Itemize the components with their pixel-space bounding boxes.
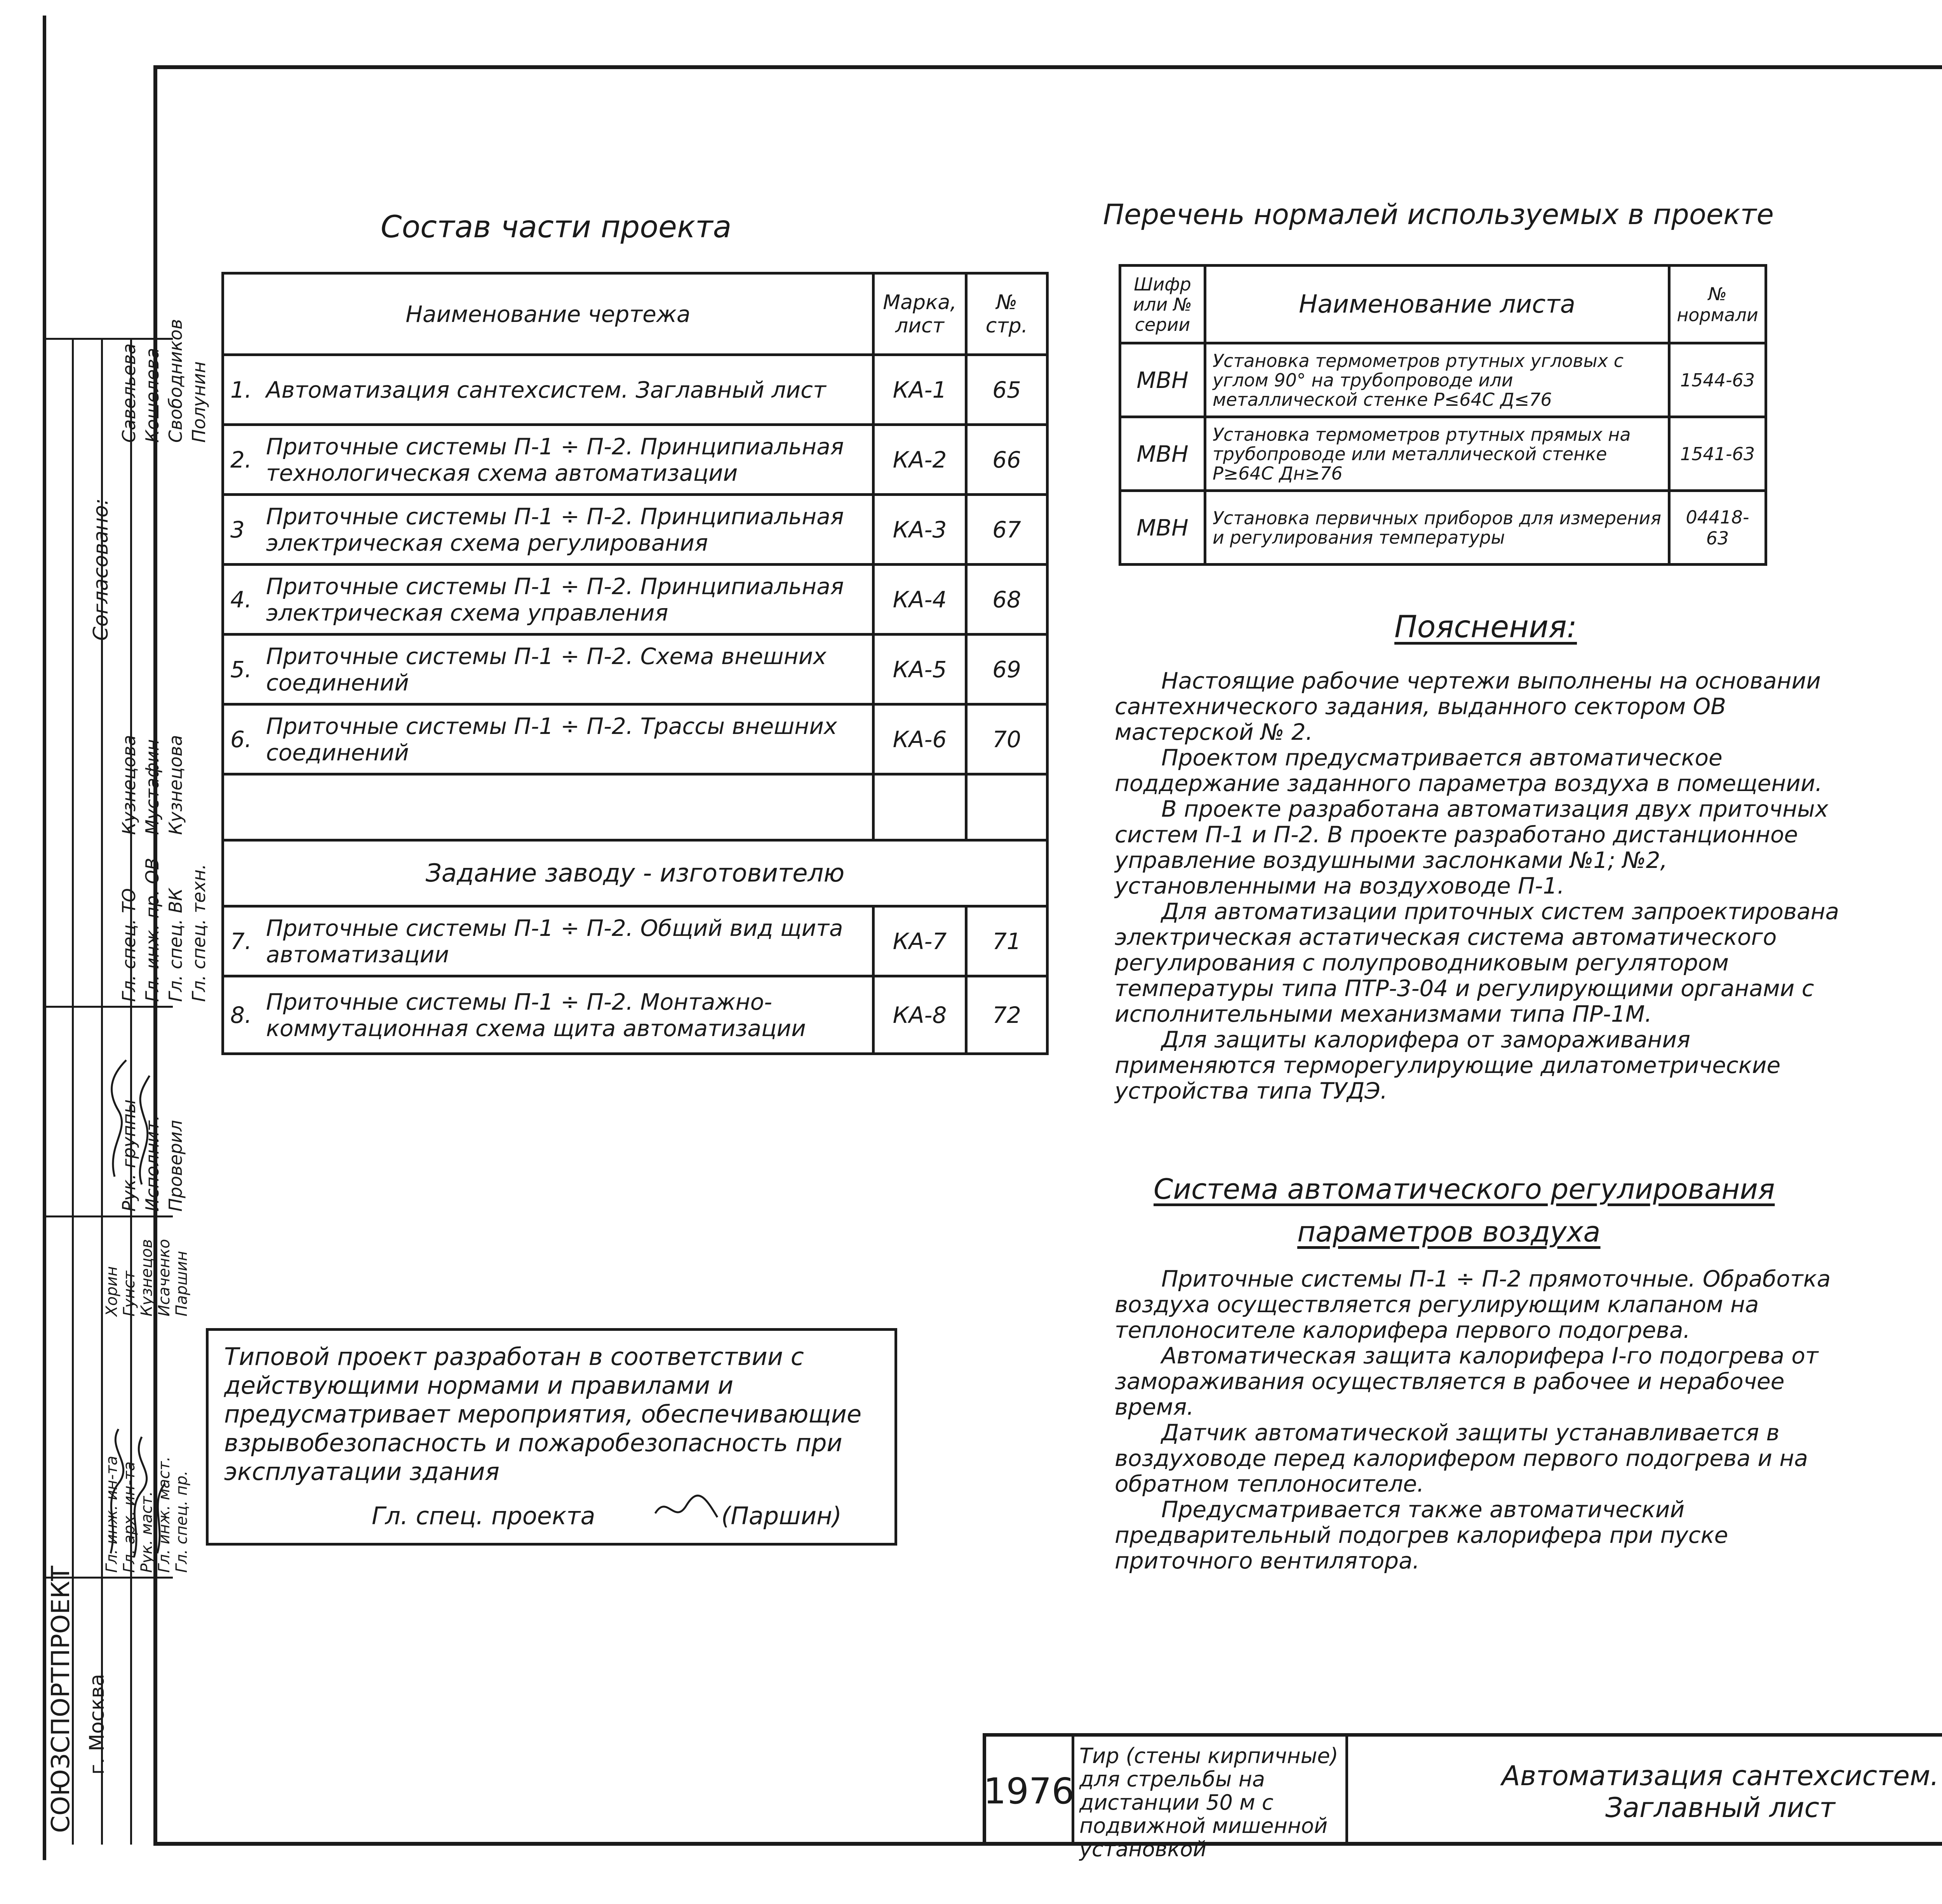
table-row-empty	[223, 774, 1048, 840]
table-row	[223, 704, 1048, 774]
table-row	[1120, 343, 1766, 417]
norm-code: МВН	[1120, 343, 1205, 417]
norm-name: Установка термометров ртутных угловых с углом 90° на трубопроводе или металлической стенке P≤64С Д≤76	[1205, 343, 1669, 417]
group-name-2: Мустафин	[142, 739, 163, 835]
table-row	[1120, 417, 1766, 491]
explanation-paragraph: Для защиты калорифера от замораживания применяются терморегулирующие дилатометрические устройства типа ТУДЭ.	[1115, 1026, 1781, 1104]
group-name-1: Кузнецова	[118, 735, 139, 835]
group-role-2: Исполнит.	[142, 1115, 163, 1212]
composition-title: Состав части проекта	[381, 210, 732, 245]
row-page: 68	[966, 565, 1048, 635]
row-page: 65	[966, 355, 1048, 425]
agreed-name-2: Кошелева	[142, 348, 163, 443]
agreed-label: Согласовано:	[89, 498, 113, 641]
table-row	[223, 425, 1048, 495]
norm-code: МВН	[1120, 491, 1205, 565]
norm-name: Установка термометров ртутных прямых на трубопроводе или металлической стенке P≥64С Дн≥76	[1205, 417, 1669, 491]
row-name: Приточные системы П-1 ÷ П-2. Монтажно-коммутационная схема щита автоматизации	[260, 976, 874, 1054]
table-row	[223, 976, 1048, 1054]
note-signature-role: Гл. спец. проекта	[372, 1502, 595, 1530]
chief-role-5: Гл. спец. пр.	[173, 1471, 191, 1573]
explanation-paragraph: Проектом предусматривается автоматическое поддержание заданного параметра воздуха в помещении.	[1115, 744, 1822, 796]
group-role-1: Рук. группы	[118, 1099, 139, 1212]
row-mark: КА-7	[874, 906, 966, 976]
row-name: Приточные системы П-1 ÷ П-2. Принципиальная технологическая схема автоматизации	[260, 425, 874, 495]
row-mark: КА-2	[874, 425, 966, 495]
explanations-body	[1115, 668, 1853, 1104]
chief-role-3: Рук. маст.	[138, 1491, 156, 1573]
explanation-paragraph: Настоящие рабочие чертежи выполнены на основании сантехнического задания, выданного сектором ОВ мастерской № 2.	[1115, 668, 1821, 745]
row-page: 66	[966, 425, 1048, 495]
title-object: Тир (стены кирпичные) для стрельбы на дистанции 50 м с подвижной мишенной установкой	[1079, 1744, 1338, 1861]
control-paragraph: Датчик автоматической защиты устанавливается в воздуховоде перед калорифером первого подогрева и на обратном теплоносителе.	[1115, 1419, 1808, 1497]
table-row	[223, 635, 1048, 704]
norm-num: 1541-63	[1669, 417, 1766, 491]
explanation-paragraph: В проекте разработана автоматизация двух приточных систем П-1 и П-2. В проекте разработано дистанционное управление воздушными заслонками №1; №2, установленными на воздуховоде П-1.	[1115, 796, 1829, 899]
group-role-3: Проверил	[165, 1120, 186, 1212]
row-num: 3	[223, 495, 260, 565]
norms-title: Перечень нормалей используемых в проекте	[1103, 198, 1774, 231]
norms-header-name: Наименование листа	[1205, 266, 1669, 343]
chief-role-4: Гл. инж. маст.	[155, 1456, 173, 1573]
org-city: г. Москва	[85, 1674, 109, 1775]
row-num: 7.	[223, 906, 260, 976]
note-box	[206, 1328, 897, 1546]
agreed-role-4: Гл. спец. техн.	[188, 864, 209, 1002]
row-page: 70	[966, 704, 1048, 774]
explanation-paragraph: Для автоматизации приточных систем запроектирована электрическая астатическая система автоматического регулирования с полупроводниковым регулятором температуры типа ПТР-3-04 и регулирующими органами с исполнительными механизмами типа ПР-1М.	[1115, 898, 1839, 1027]
control-system-body	[1115, 1266, 1853, 1574]
norm-num: 1544-63	[1669, 343, 1766, 417]
composition-header-page: № стр.	[966, 273, 1048, 355]
norms-header-code: Шифр или № серии	[1120, 266, 1205, 343]
row-num: 2.	[223, 425, 260, 495]
row-name: Автоматизация сантехсистем. Заглавный лист	[260, 355, 874, 425]
agreed-name-4: Полунин	[188, 361, 209, 443]
group-signatures	[103, 928, 173, 1200]
org-name: СОЮЗСПОРТПРОЕКТ	[47, 1565, 75, 1833]
row-num: 6.	[223, 704, 260, 774]
chief-name-4: Исаченко	[155, 1239, 173, 1316]
agreed-name-1: Савельева	[118, 343, 139, 443]
row-num: 4.	[223, 565, 260, 635]
control-paragraph: Автоматическая защита калорифера I-го подогрева от замораживания осуществляется в рабочее и нерабочее время.	[1115, 1342, 1818, 1420]
row-mark: КА-4	[874, 565, 966, 635]
agreed-name-3: Свободников	[165, 319, 186, 443]
row-page: 71	[966, 906, 1048, 976]
composition-header-mark: Марка, лист	[874, 273, 966, 355]
agreed-role-2: Гл. инж. пр. ОВ	[142, 857, 163, 1002]
control-system-title-1: Система автоматического регулирования	[1154, 1173, 1775, 1205]
norm-code: МВН	[1120, 417, 1205, 491]
row-page: 69	[966, 635, 1048, 704]
row-mark: КА-5	[874, 635, 966, 704]
chief-signatures	[103, 1375, 173, 1569]
chief-name-2: Гунст	[120, 1271, 138, 1316]
note-signature-name: (Паршин)	[721, 1502, 842, 1530]
row-mark: КА-3	[874, 495, 966, 565]
table-row	[1120, 491, 1766, 565]
row-name: Приточные системы П-1 ÷ П-2. Схема внешних соединений	[260, 635, 874, 704]
table-row	[223, 355, 1048, 425]
row-page: 72	[966, 976, 1048, 1054]
chief-name-5: Паршин	[173, 1251, 191, 1316]
agreed-role-1: Гл. спец. ТО	[118, 888, 139, 1002]
row-name: Приточные системы П-1 ÷ П-2. Трассы внешних соединений	[260, 704, 874, 774]
norm-num: 04418-63	[1669, 491, 1766, 565]
note-signature	[651, 1490, 721, 1529]
composition-table	[221, 272, 1049, 1055]
factory-title: Задание заводу - изготовителю	[223, 840, 1048, 906]
row-num: 1.	[223, 355, 260, 425]
norms-header-num: № нормали	[1669, 266, 1766, 343]
chief-role-2: Гл. арх. ин-та	[120, 1461, 138, 1573]
composition-header-name: Наименование чертежа	[223, 273, 874, 355]
table-section-row	[223, 840, 1048, 906]
norms-table	[1119, 264, 1767, 566]
table-row	[223, 495, 1048, 565]
row-mark: КА-1	[874, 355, 966, 425]
title-year: 1976	[986, 1737, 1074, 1846]
control-paragraph: Предусматривается также автоматический предварительный подогрев калорифера при пуске приточного вентилятора.	[1115, 1496, 1728, 1574]
control-system-title-2: параметров воздуха	[1297, 1215, 1601, 1248]
title-sheet-title: Автоматизация сантехсистем. Заглавный лист	[1501, 1760, 1939, 1824]
table-row	[223, 906, 1048, 976]
row-mark: КА-8	[874, 976, 966, 1054]
row-num: 8.	[223, 976, 260, 1054]
chief-role-1: Гл. инж. ин-та	[103, 1455, 121, 1573]
chief-name-3: Кузнецов	[138, 1239, 156, 1316]
row-name: Приточные системы П-1 ÷ П-2. Принципиальная электрическая схема управления	[260, 565, 874, 635]
norm-name: Установка первичных приборов для измерения и регулирования температуры	[1205, 491, 1669, 565]
table-row	[223, 565, 1048, 635]
chief-name-1: Хорин	[103, 1266, 121, 1316]
row-num: 5.	[223, 635, 260, 704]
group-name-3: Кузнецова	[165, 735, 186, 835]
title-block	[983, 1733, 1942, 1861]
row-mark: КА-6	[874, 704, 966, 774]
note-text: Типовой проект разработан в соответствии с действующими нормами и правилами и предусматривает мероприятия, обеспечивающие взрывобезопасность и пожаробезопасность при эксплуатации здания	[224, 1342, 862, 1486]
agreed-role-3: Гл. спец. ВК	[165, 888, 186, 1002]
row-name: Приточные системы П-1 ÷ П-2. Общий вид щита автоматизации	[260, 906, 874, 976]
control-paragraph: Приточные системы П-1 ÷ П-2 прямоточные. Обработка воздуха осуществляется регулирующим клапаном на теплоносителе калорифера первого подогрева.	[1115, 1266, 1831, 1343]
explanations-title: Пояснения:	[1394, 610, 1577, 645]
row-page: 67	[966, 495, 1048, 565]
row-name: Приточные системы П-1 ÷ П-2. Принципиальная электрическая схема регулирования	[260, 495, 874, 565]
side-stamp	[43, 319, 209, 1845]
